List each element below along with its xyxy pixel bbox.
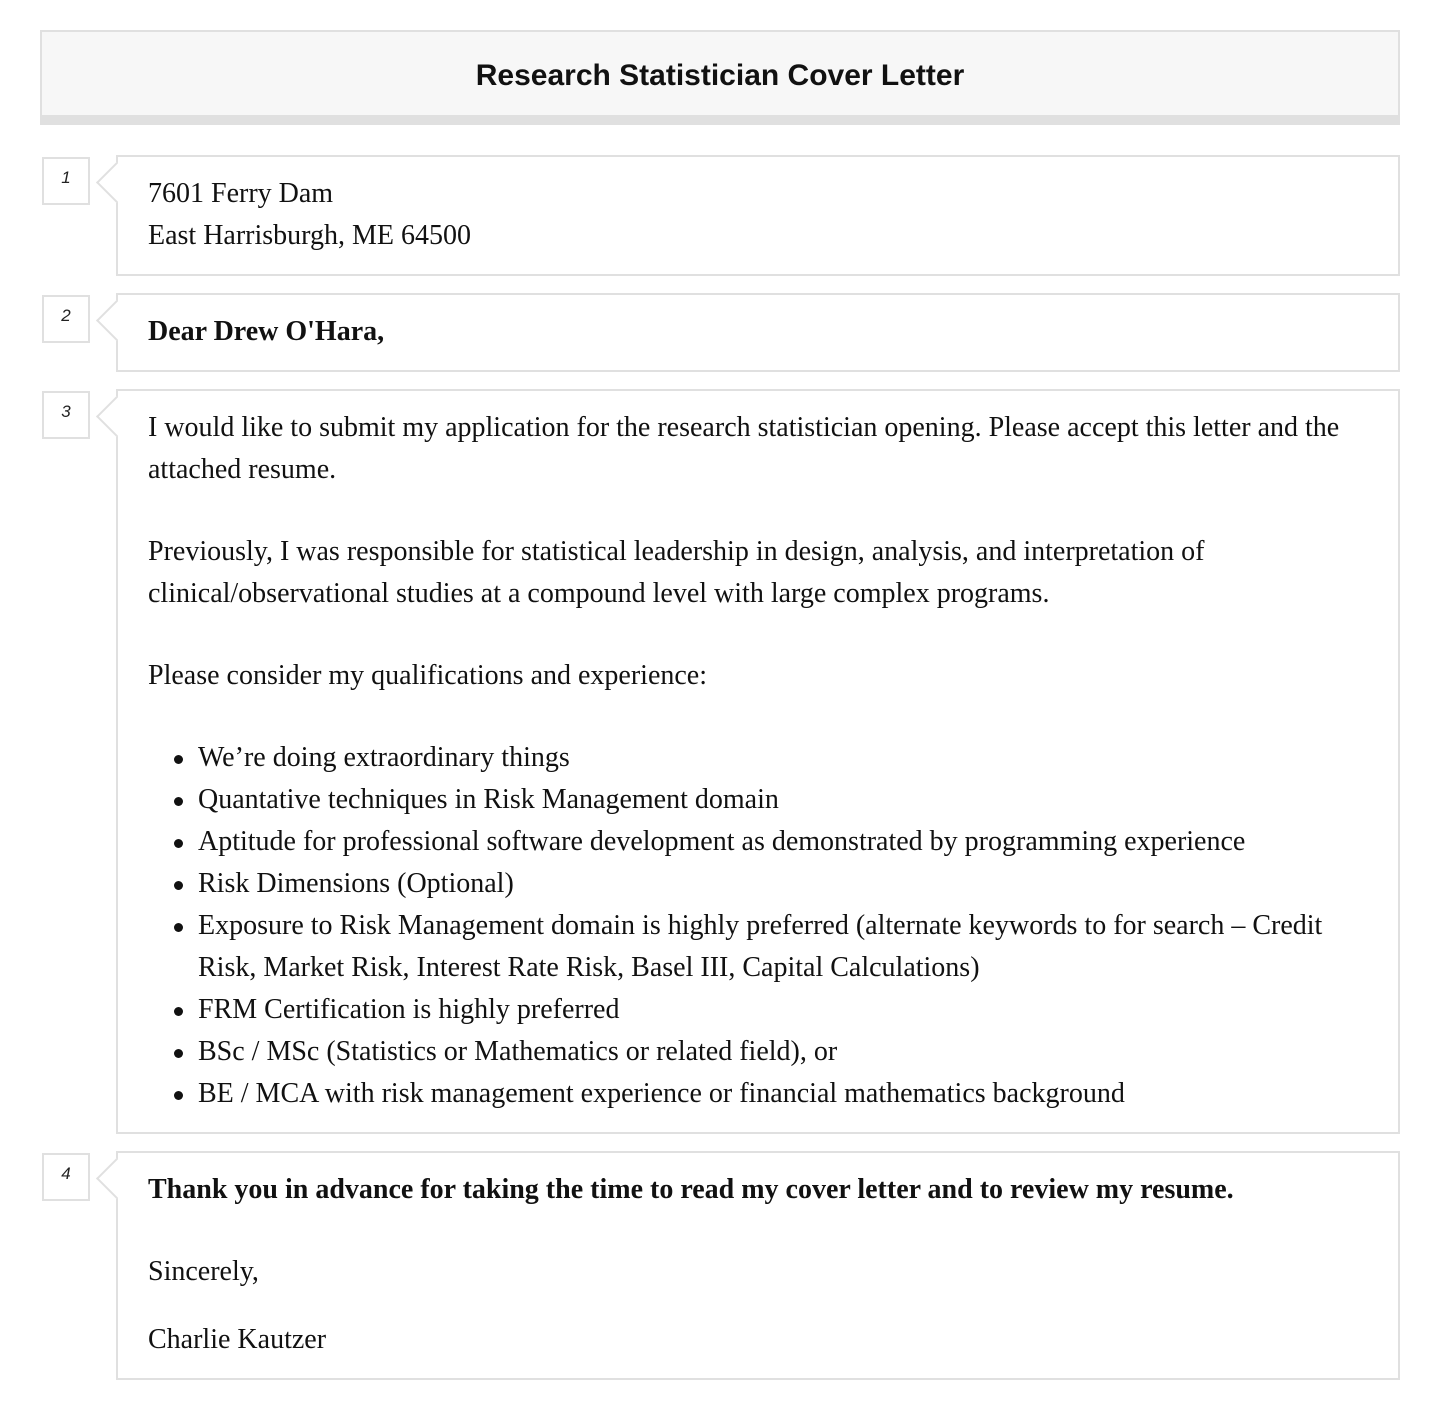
- list-item: FRM Certification is highly preferred: [148, 989, 1368, 1031]
- document-title: Research Statistician Cover Letter: [475, 58, 965, 92]
- section-number: 4: [42, 1153, 90, 1201]
- section-body: [40, 389, 1400, 1134]
- list-item: BSc / MSc (Statistics or Mathematics or related field), or: [148, 1031, 1368, 1073]
- qualifications-lead: Please consider my qualifications and experience:: [148, 660, 708, 691]
- document-title-bar: [40, 30, 1400, 125]
- salutation-card: [116, 293, 1400, 372]
- list-item: Risk Dimensions (Optional): [148, 863, 1368, 905]
- section-number: 1: [42, 157, 90, 205]
- list-item: We’re doing extraordinary things: [148, 737, 1368, 779]
- address-line-1: 7601 Ferry Dam: [148, 178, 334, 209]
- closing-card: [116, 1151, 1400, 1380]
- section-number: 3: [42, 391, 90, 439]
- experience-paragraph: Previously, I was responsible for statistical leadership in design, analysis, and interpretation of clinical/observational studies at a compound level with large complex programs.: [148, 536, 1205, 609]
- list-item: BE / MCA with risk management experience or financial mathematics background: [148, 1073, 1368, 1115]
- section-salutation: [40, 293, 1400, 372]
- closing-line: Thank you in advance for taking the time to read my cover letter and to review my resume.: [148, 1174, 1234, 1205]
- signature-name: Charlie Kautzer: [148, 1324, 327, 1355]
- section-number: 2: [42, 295, 90, 343]
- address-line-2: East Harrisburgh, ME 64500: [148, 220, 471, 251]
- sign-off: Sincerely,: [148, 1256, 259, 1287]
- qualifications-list: [148, 737, 1368, 1115]
- list-item: Exposure to Risk Management domain is highly preferred (alternate keywords to for search – Credit Risk, Market Risk, Interest Rate Risk, Basel III, Capital Calculations): [148, 905, 1368, 989]
- intro-paragraph: I would like to submit my application for the research statistician opening. Please accept this letter and the attached resume.: [148, 412, 1340, 485]
- list-item: Quantative techniques in Risk Management domain: [148, 779, 1368, 821]
- body-card: [116, 389, 1400, 1134]
- address-card: [116, 155, 1400, 276]
- section-address: [40, 155, 1400, 276]
- section-closing: [40, 1151, 1400, 1380]
- list-item: Aptitude for professional software development as demonstrated by programming experience: [148, 821, 1368, 863]
- salutation: Dear Drew O'Hara,: [148, 316, 385, 347]
